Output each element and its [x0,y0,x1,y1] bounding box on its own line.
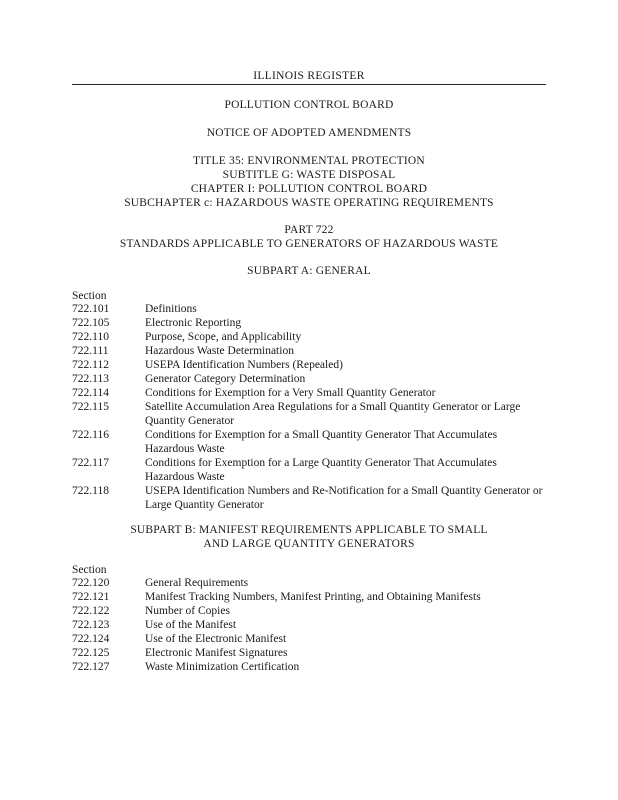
section-title: Conditions for Exemption for a Large Quantity Generator That Accumulates Hazardous Waste [145,457,497,483]
subpart-b-heading-line2: AND LARGE QUANTITY GENERATORS [203,538,415,550]
section-number: 722.116 [72,429,109,441]
section-title: Electronic Manifest Signatures [145,647,288,659]
section-title: Use of the Manifest [145,619,237,631]
subtitle-line: SUBTITLE G: WASTE DISPOSAL [222,169,396,181]
section-number: 722.101 [72,303,110,315]
subpart-b-heading-line1: SUBPART B: MANIFEST REQUIREMENTS APPLICABLE TO SMALL [130,524,488,536]
part-name: STANDARDS APPLICABLE TO GENERATORS OF HAZARDOUS WASTE [119,238,499,250]
section-number: 722.117 [72,457,109,469]
chapter-line: CHAPTER I: POLLUTION CONTROL BOARD [190,183,428,195]
section-label-a: Section [72,290,107,302]
agency-name: POLLUTION CONTROL BOARD [224,99,394,111]
section-title: USEPA Identification Numbers (Repealed) [145,359,343,371]
part-number: PART 722 [284,224,334,236]
notice-title: NOTICE OF ADOPTED AMENDMENTS [206,127,412,139]
section-title: Conditions for Exemption for a Very Small Quantity Generator [145,387,436,399]
section-title: General Requirements [145,577,249,589]
section-title: Hazardous Waste Determination [145,345,294,357]
section-number: 722.114 [72,387,109,399]
section-number: 722.123 [72,619,110,631]
subchapter-line: SUBCHAPTER c: HAZARDOUS WASTE OPERATING REQUIREMENTS [124,197,494,209]
section-number: 722.110 [72,331,109,343]
section-number: 722.125 [72,647,110,659]
section-number: 722.121 [72,591,110,603]
section-number: 722.105 [72,317,110,329]
section-label-b: Section [72,564,107,576]
section-number: 722.124 [72,633,110,645]
section-number: 722.111 [72,345,109,357]
header-rule [72,84,546,85]
section-number: 722.127 [72,661,110,673]
section-number: 722.122 [72,605,110,617]
title-line: TITLE 35: ENVIRONMENTAL PROTECTION [193,155,425,167]
section-title: Electronic Reporting [145,317,242,329]
section-number: 722.112 [72,359,109,371]
section-number: 722.118 [72,485,109,497]
section-title: Manifest Tracking Numbers, Manifest Printing, and Obtaining Manifests [145,591,481,603]
section-number: 722.113 [72,373,109,385]
section-title: Waste Minimization Certification [145,661,300,673]
section-title: Conditions for Exemption for a Small Quantity Generator That Accumulates Hazardous Waste [145,429,498,455]
register-header: ILLINOIS REGISTER [253,70,365,82]
section-title: Purpose, Scope, and Applicability [145,331,302,343]
section-number: 722.120 [72,577,110,589]
section-title: Satellite Accumulation Area Regulations for a Small Quantity Generator or Large Quantity Generator [145,401,521,427]
section-title: Number of Copies [145,605,230,617]
section-title: USEPA Identification Numbers and Re-Notification for a Small Quantity Generator or Large Quantity Generator [145,485,543,511]
section-title: Use of the Electronic Manifest [145,633,287,645]
section-number: 722.115 [72,401,109,413]
section-title: Generator Category Determination [145,373,306,385]
subpart-a-heading: SUBPART A: GENERAL [247,265,371,277]
section-title: Definitions [145,303,197,315]
